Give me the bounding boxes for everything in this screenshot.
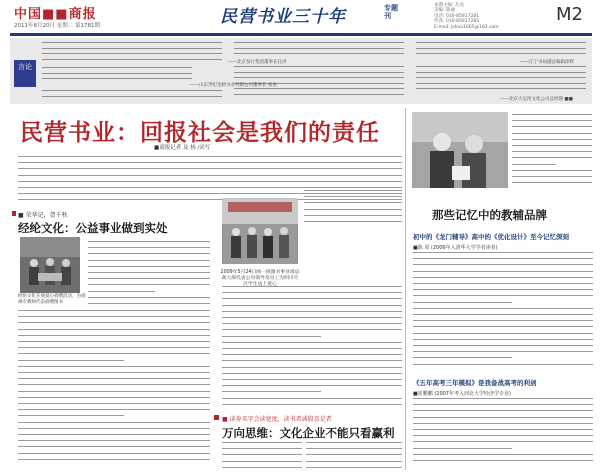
text-line	[88, 241, 210, 242]
text-line	[88, 247, 210, 248]
text-line	[18, 353, 210, 354]
text-line	[222, 367, 402, 368]
text-line	[512, 170, 592, 171]
text-line	[413, 289, 593, 290]
text-line	[512, 157, 592, 158]
text-line	[18, 391, 210, 392]
text-line	[18, 446, 210, 447]
text-line	[18, 310, 210, 311]
commentary-credit: ——山东世纪金榜书业有限公司董事长 张泉	[190, 83, 277, 88]
text-line	[88, 278, 210, 279]
text-line	[413, 404, 593, 405]
text-line	[413, 435, 593, 436]
text-line	[306, 442, 402, 443]
newspaper-brand: 中国■■商报	[14, 7, 97, 22]
text-line	[222, 342, 402, 343]
text-line	[304, 209, 402, 210]
page-info-line: 本期主编: 丛见	[434, 3, 464, 8]
text-line	[222, 442, 302, 443]
text-line	[234, 48, 404, 49]
page-info-line: 美编: 陈丽	[434, 8, 455, 14]
text-line	[42, 96, 222, 97]
text-line	[416, 48, 586, 49]
text-line	[306, 467, 402, 468]
text-line	[18, 459, 210, 460]
text-line	[18, 168, 402, 169]
right-column-subtitle: 初中的《龙门辅导》高中的《优化设计》至今记忆深刻	[413, 233, 569, 241]
text-line	[512, 151, 592, 152]
text-line	[512, 120, 592, 121]
text-line	[413, 271, 593, 272]
text-line	[18, 329, 210, 330]
text-line	[416, 42, 586, 43]
text-line	[234, 94, 404, 95]
kicker-marker	[214, 415, 219, 420]
right-column-subtitle: 《五年高考三年模拟》是我备战高考的利剑	[413, 379, 537, 387]
right-column-author: ■陈 周 (2006年入清华大学学者读者)	[413, 245, 498, 251]
column-title: 民营书业三十年	[220, 7, 346, 27]
text-line	[512, 139, 592, 140]
text-line	[512, 182, 592, 183]
text-line	[416, 77, 586, 78]
issue-date: 2011年8月20日 星期二 第1781期	[14, 23, 100, 29]
text-line	[18, 347, 210, 348]
text-line	[222, 317, 402, 318]
page-number: M2	[556, 4, 583, 25]
page-info-line: E-mail: jshuo1665@163.com	[434, 24, 499, 30]
text-line	[413, 410, 593, 411]
text-line	[18, 384, 210, 385]
text-line	[18, 428, 210, 429]
story1-photo-caption: 经纶文化开展爱心捐赠活动，为扬州市教师代表捐赠图书	[18, 294, 86, 305]
text-line	[42, 48, 222, 49]
text-line	[413, 429, 593, 430]
text-line	[306, 454, 402, 455]
text-line	[88, 297, 210, 298]
text-line	[222, 391, 321, 392]
text-line	[413, 448, 512, 449]
text-line	[512, 176, 592, 177]
text-line	[88, 303, 210, 304]
column-divider	[405, 108, 406, 470]
text-line	[18, 360, 124, 361]
text-line	[413, 264, 593, 265]
text-line	[304, 196, 402, 197]
text-line	[413, 345, 593, 346]
text-line	[306, 448, 402, 449]
story2-kicker: ■ 读券买字会读宽度，读书者诚殷喜是者	[222, 416, 332, 423]
text-line	[413, 441, 593, 442]
text-line	[18, 175, 402, 176]
text-line	[413, 326, 593, 327]
text-line	[234, 77, 404, 78]
text-line	[18, 372, 210, 373]
text-line	[413, 417, 593, 418]
text-line	[42, 90, 222, 91]
text-line	[413, 423, 593, 424]
text-line	[222, 323, 402, 324]
text-line	[18, 187, 402, 188]
right-column-author: ■崔鹏鹏 (2007年考入河北大学经济学专业)	[413, 391, 511, 397]
text-line	[222, 348, 402, 349]
byline: ■商报记者 及 杨 /采写	[154, 145, 211, 151]
text-line	[18, 156, 402, 157]
text-line	[413, 258, 593, 259]
text-line	[88, 272, 210, 273]
text-line	[413, 364, 593, 365]
commentary-tag: 言论	[14, 60, 36, 87]
text-line	[222, 379, 402, 380]
main-headline: 民营书业：回报社会是我们的责任	[20, 120, 380, 146]
story1-title: 经纶文化：公益事业做到实处	[18, 221, 168, 235]
text-line	[413, 252, 593, 253]
text-line	[413, 320, 593, 321]
text-line	[18, 409, 210, 410]
text-line	[413, 308, 593, 309]
right-column-photo	[412, 112, 508, 188]
text-line	[222, 354, 402, 355]
commentary-credit: ——北京发行集团董事长任洪	[228, 60, 287, 65]
text-line	[18, 403, 210, 404]
page-info-line: 电话: 010-85917281	[434, 13, 480, 19]
text-line	[42, 59, 222, 60]
story1-photo	[20, 237, 80, 293]
text-line	[413, 339, 593, 340]
column-subtitle: 专题刊	[384, 4, 398, 20]
photo2-caption: 2009年5月24日曲一线图书事业部总裁大海代表公司领导及员工为四川灾区学生送上爱心	[220, 270, 300, 287]
masthead-rule	[10, 33, 592, 36]
text-line	[222, 454, 302, 455]
text-line	[18, 341, 210, 342]
text-line	[512, 133, 592, 134]
text-line	[304, 190, 402, 191]
text-line	[222, 448, 302, 449]
text-line	[18, 335, 210, 336]
text-line	[234, 66, 404, 67]
text-line	[413, 351, 593, 352]
text-line	[222, 336, 321, 337]
photo-illustration	[222, 198, 298, 264]
text-line	[222, 292, 402, 293]
text-line	[18, 162, 402, 163]
story-photo	[222, 198, 298, 264]
text-line	[88, 291, 155, 292]
text-line	[222, 360, 402, 361]
text-line	[42, 73, 192, 74]
text-line	[512, 164, 556, 165]
text-line	[413, 283, 593, 284]
text-line	[234, 72, 404, 73]
text-line	[18, 397, 210, 398]
text-line	[306, 461, 402, 462]
text-line	[416, 53, 586, 54]
text-line	[88, 266, 210, 267]
text-line	[222, 404, 402, 405]
text-line	[512, 126, 592, 127]
text-line	[18, 453, 210, 454]
text-line	[416, 83, 586, 84]
text-line	[42, 53, 222, 54]
text-line	[304, 202, 402, 203]
text-line	[18, 316, 210, 317]
text-line	[413, 333, 593, 334]
text-line	[304, 215, 402, 216]
text-line	[512, 145, 592, 146]
commentary-credit: ——北京大运河文化公司总经理 ■■	[500, 97, 573, 102]
text-line	[18, 378, 210, 379]
text-line	[222, 298, 402, 299]
text-line	[18, 181, 402, 182]
right-column-title: 那些记忆中的教辅品牌	[432, 208, 547, 222]
text-line	[18, 422, 210, 423]
text-line	[222, 373, 402, 374]
text-line	[413, 277, 593, 278]
text-line	[88, 260, 210, 261]
text-line	[88, 284, 210, 285]
text-line	[413, 454, 593, 455]
text-line	[234, 88, 404, 89]
text-line	[88, 253, 210, 254]
text-line	[222, 398, 402, 399]
text-line	[222, 467, 302, 468]
text-line	[413, 460, 593, 461]
text-line	[304, 221, 402, 222]
text-line	[222, 385, 402, 386]
text-line	[416, 66, 586, 67]
text-line	[18, 193, 402, 194]
text-line	[416, 88, 586, 89]
story2-title: 万向思维：文化企业不能只看赢利	[222, 426, 395, 440]
text-line	[234, 53, 404, 54]
text-line	[18, 415, 124, 416]
text-line	[512, 114, 592, 115]
text-line	[18, 366, 210, 367]
text-line	[413, 357, 512, 358]
text-line	[222, 311, 402, 312]
text-line	[413, 398, 593, 399]
text-line	[222, 329, 402, 330]
story1-kicker: ■ 荣华记，贺千秋	[18, 212, 68, 219]
page-info	[434, 3, 534, 30]
page-info-line: 传真: 010-85917285	[434, 19, 480, 25]
text-line	[222, 305, 402, 306]
photo-illustration	[20, 237, 80, 293]
text-line	[222, 461, 302, 462]
commentary-credit: ——江宁书局副总编辑徐辉	[520, 60, 574, 65]
text-line	[413, 302, 512, 303]
photo-illustration	[412, 112, 508, 188]
text-line	[42, 42, 222, 43]
kicker-marker	[12, 211, 16, 216]
text-line	[18, 434, 210, 435]
text-line	[42, 78, 192, 79]
text-line	[234, 42, 404, 43]
text-line	[413, 314, 593, 315]
text-line	[42, 67, 192, 68]
text-line	[18, 440, 210, 441]
text-line	[413, 295, 593, 296]
text-line	[416, 72, 586, 73]
text-line	[18, 322, 210, 323]
text-line	[18, 199, 402, 200]
